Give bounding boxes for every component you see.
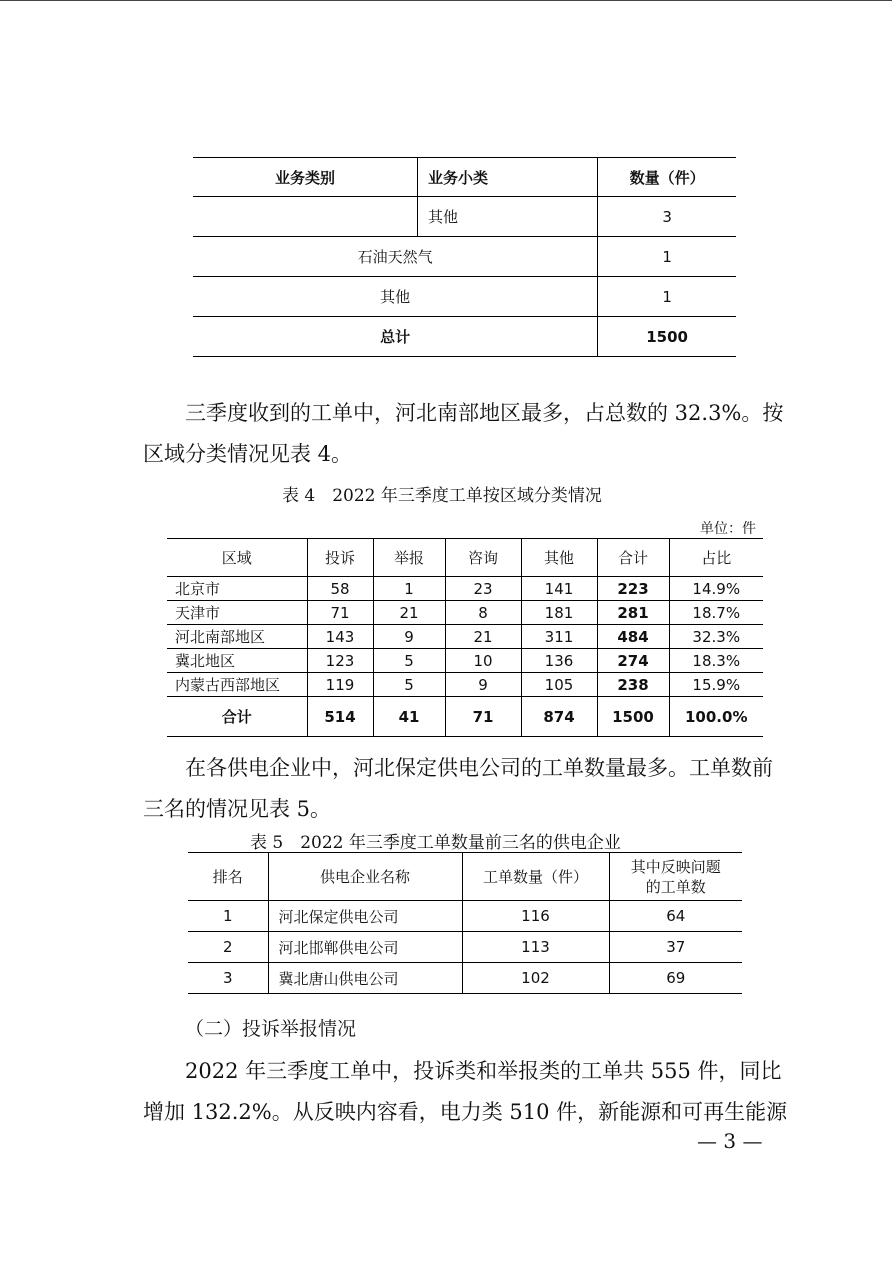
cell-rank: 1	[188, 901, 268, 932]
cell-count: 1	[598, 237, 736, 277]
cell-other: 141	[521, 577, 597, 601]
total-share: 100.0%	[669, 697, 763, 737]
cell-rank: 2	[188, 932, 268, 963]
paragraph-company-summary: 在各供电企业中，河北保定供电公司的工单数量最多。工单数前三名的情况见表 5。	[143, 756, 773, 821]
section-title: （二）投诉举报情况	[185, 1018, 357, 1040]
cell-inquiry: 23	[445, 577, 521, 601]
cell-problem-ticket-count: 37	[609, 932, 742, 963]
total-sum: 1500	[597, 697, 669, 737]
cell-inquiry: 21	[445, 625, 521, 649]
header-rank: 排名	[188, 853, 268, 901]
header-business-category: 业务类别	[193, 158, 417, 197]
cell-merged-category: 其他	[193, 277, 598, 317]
header-total: 合计	[597, 539, 669, 577]
table-row	[188, 932, 742, 963]
cell-count: 3	[598, 197, 736, 237]
table-row	[193, 197, 736, 237]
table-row	[188, 901, 742, 932]
cell-category	[193, 197, 417, 237]
table-total-row	[193, 317, 736, 357]
page-number: — 3 —	[697, 1129, 763, 1153]
cell-total: 281	[597, 601, 669, 625]
table-row	[167, 577, 763, 601]
table-row	[167, 625, 763, 649]
cell-report: 9	[373, 625, 445, 649]
cell-total: 223	[597, 577, 669, 601]
table4-caption: 表 4 2022 年三季度工单按区域分类情况	[282, 486, 602, 506]
cell-problem-ticket-count: 64	[609, 901, 742, 932]
cell-total: 238	[597, 673, 669, 697]
region-table	[167, 538, 763, 737]
cell-other: 105	[521, 673, 597, 697]
page-top-border	[0, 0, 892, 1]
total-label: 总计	[193, 317, 598, 357]
table-row	[193, 237, 736, 277]
cell-report: 5	[373, 673, 445, 697]
cell-ticket-count: 102	[462, 963, 609, 994]
table-row	[167, 673, 763, 697]
cell-inquiry: 10	[445, 649, 521, 673]
header-business-subcategory: 业务小类	[417, 158, 597, 197]
total-inquiry: 71	[445, 697, 521, 737]
header-count: 数量（件）	[598, 158, 736, 197]
total-report: 41	[373, 697, 445, 737]
cell-share: 18.3%	[669, 649, 763, 673]
cell-complaint: 123	[307, 649, 373, 673]
cell-region: 冀北地区	[167, 649, 307, 673]
cell-rank: 3	[188, 963, 268, 994]
cell-problem-ticket-count: 69	[609, 963, 742, 994]
cell-region: 北京市	[167, 577, 307, 601]
header-problem-ticket-count: 其中反映问题的工单数	[609, 853, 742, 901]
table-row	[193, 277, 736, 317]
cell-total: 274	[597, 649, 669, 673]
cell-subcategory: 其他	[417, 197, 597, 237]
header-report: 举报	[373, 539, 445, 577]
table-row	[167, 649, 763, 673]
header-company-name: 供电企业名称	[268, 853, 462, 901]
total-count: 1500	[598, 317, 736, 357]
cell-inquiry: 9	[445, 673, 521, 697]
cell-region: 内蒙古西部地区	[167, 673, 307, 697]
cell-ticket-count: 116	[462, 901, 609, 932]
total-complaint: 514	[307, 697, 373, 737]
cell-other: 181	[521, 601, 597, 625]
cell-complaint: 119	[307, 673, 373, 697]
cell-share: 18.7%	[669, 601, 763, 625]
cell-report: 1	[373, 577, 445, 601]
paragraph-region-summary: 三季度收到的工单中，河北南部地区最多，占总数的 32.3%。按区域分类情况见表 4。	[143, 401, 784, 466]
table4-unit: 单位：件	[700, 521, 756, 537]
cell-other: 136	[521, 649, 597, 673]
table5-caption: 表 5 2022 年三季度工单数量前三名的供电企业	[250, 833, 621, 853]
cell-total: 484	[597, 625, 669, 649]
paragraph-complaints: 2022 年三季度工单中，投诉类和举报类的工单共 555 件，同比增加 132.2%。从反映内容看，电力类 510 件，新能源和可再生能源	[143, 1059, 788, 1124]
cell-region: 天津市	[167, 601, 307, 625]
table-header-row	[193, 158, 736, 197]
cell-share: 15.9%	[669, 673, 763, 697]
cell-company-name: 河北邯郸供电公司	[268, 932, 462, 963]
table-header-row	[167, 539, 763, 577]
cell-other: 311	[521, 625, 597, 649]
header-inquiry: 咨询	[445, 539, 521, 577]
cell-merged-category: 石油天然气	[193, 237, 598, 277]
cell-count: 1	[598, 277, 736, 317]
cell-complaint: 71	[307, 601, 373, 625]
table-row	[167, 601, 763, 625]
total-other: 874	[521, 697, 597, 737]
cell-ticket-count: 113	[462, 932, 609, 963]
header-share: 占比	[669, 539, 763, 577]
cell-report: 5	[373, 649, 445, 673]
header-ticket-count: 工单数量（件）	[462, 853, 609, 901]
cell-complaint: 58	[307, 577, 373, 601]
cell-company-name: 河北保定供电公司	[268, 901, 462, 932]
cell-report: 21	[373, 601, 445, 625]
table-header-row	[188, 853, 742, 901]
header-region: 区域	[167, 539, 307, 577]
cell-share: 32.3%	[669, 625, 763, 649]
cell-company-name: 冀北唐山供电公司	[268, 963, 462, 994]
table-row	[188, 963, 742, 994]
table-total-row	[167, 697, 763, 737]
total-label: 合计	[167, 697, 307, 737]
header-complaint: 投诉	[307, 539, 373, 577]
cell-complaint: 143	[307, 625, 373, 649]
cell-share: 14.9%	[669, 577, 763, 601]
header-other: 其他	[521, 539, 597, 577]
top-companies-table	[188, 852, 742, 994]
business-category-table	[193, 157, 736, 357]
cell-region: 河北南部地区	[167, 625, 307, 649]
cell-inquiry: 8	[445, 601, 521, 625]
